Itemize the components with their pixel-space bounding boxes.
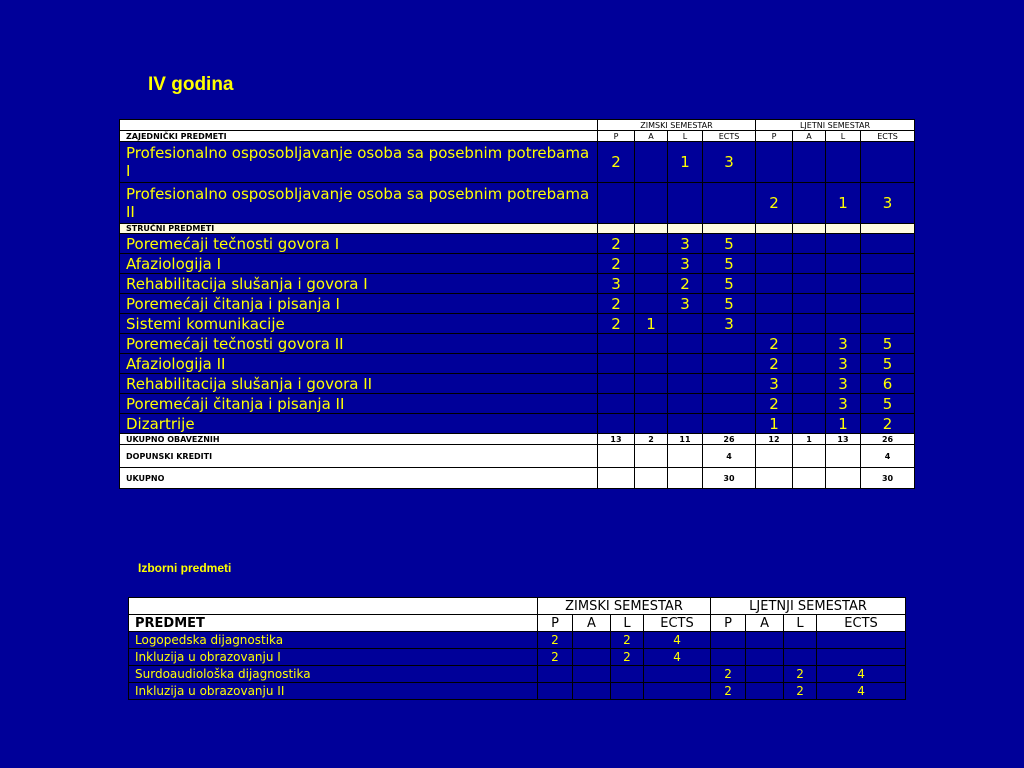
subject-name: Afaziologija I (120, 254, 598, 274)
value-cell: 1 (826, 183, 861, 224)
value-cell: 3 (668, 254, 703, 274)
table-row (129, 649, 906, 666)
table-row (129, 683, 906, 700)
table-row (120, 142, 915, 183)
value-cell (711, 649, 746, 666)
subject-name: Profesionalno osposobljavanje osoba sa posebnim potrebama II (120, 183, 598, 224)
column-header: L (784, 615, 817, 632)
value-cell (826, 274, 861, 294)
subject-name: Logopedska dijagnostika (129, 632, 538, 649)
value-cell (703, 414, 756, 434)
value-cell (793, 394, 826, 414)
value-cell: 2 (668, 274, 703, 294)
total-value: 2 (635, 434, 668, 445)
value-cell (668, 414, 703, 434)
total-value (826, 445, 861, 468)
blank-cell (668, 224, 703, 234)
value-cell (793, 274, 826, 294)
value-cell: 5 (703, 274, 756, 294)
column-header: A (746, 615, 784, 632)
value-cell (861, 274, 915, 294)
value-cell (703, 374, 756, 394)
column-header: P (756, 131, 793, 142)
value-cell (598, 374, 635, 394)
table-row (120, 274, 915, 294)
value-cell (668, 374, 703, 394)
total-value (668, 445, 703, 468)
subject-name: Afaziologija II (120, 354, 598, 374)
table-row (120, 394, 915, 414)
value-cell (635, 183, 668, 224)
value-cell (573, 683, 611, 700)
value-cell (598, 334, 635, 354)
total-value (598, 445, 635, 468)
value-cell (668, 394, 703, 414)
total-label: UKUPNO OBAVEZNIH (120, 434, 598, 445)
column-header: ECTS (861, 131, 915, 142)
value-cell (644, 666, 711, 683)
value-cell: 2 (711, 666, 746, 683)
value-cell (538, 666, 573, 683)
value-cell (611, 683, 644, 700)
value-cell: 3 (668, 234, 703, 254)
subject-header: PREDMET (129, 615, 538, 632)
blank-cell (793, 224, 826, 234)
total-row (120, 445, 915, 468)
summer-semester-header: LJETNI SEMESTAR (756, 120, 915, 131)
value-cell: 2 (598, 294, 635, 314)
value-cell: 6 (861, 374, 915, 394)
total-value: 11 (668, 434, 703, 445)
section-row (120, 224, 915, 234)
value-cell: 2 (598, 314, 635, 334)
value-cell: 3 (826, 394, 861, 414)
total-value: 26 (703, 434, 756, 445)
value-cell: 2 (784, 683, 817, 700)
total-value (635, 468, 668, 489)
table-row (120, 234, 915, 254)
value-cell: 3 (756, 374, 793, 394)
total-value: 30 (861, 468, 915, 489)
value-cell: 4 (644, 632, 711, 649)
value-cell (793, 234, 826, 254)
total-value (793, 468, 826, 489)
value-cell (746, 632, 784, 649)
value-cell (598, 183, 635, 224)
value-cell (635, 374, 668, 394)
table-row (120, 334, 915, 354)
value-cell: 2 (538, 632, 573, 649)
column-header: P (711, 615, 746, 632)
value-cell (826, 234, 861, 254)
subject-name: Poremećaji čitanja i pisanja II (120, 394, 598, 414)
total-label: DOPUNSKI KREDITI (120, 445, 598, 468)
blank-cell (756, 224, 793, 234)
value-cell: 3 (668, 294, 703, 314)
value-cell (826, 254, 861, 274)
value-cell (635, 142, 668, 183)
value-cell (711, 632, 746, 649)
column-header-row (120, 131, 915, 142)
value-cell: 2 (756, 394, 793, 414)
value-cell (861, 254, 915, 274)
column-header: P (538, 615, 573, 632)
value-cell (635, 274, 668, 294)
value-cell (635, 394, 668, 414)
total-value: 26 (861, 434, 915, 445)
value-cell (826, 142, 861, 183)
value-cell (793, 354, 826, 374)
value-cell (703, 183, 756, 224)
value-cell (756, 234, 793, 254)
value-cell (668, 354, 703, 374)
table-row (120, 354, 915, 374)
value-cell (746, 666, 784, 683)
blank-cell (635, 224, 668, 234)
value-cell (746, 649, 784, 666)
summer-semester-header: LJETNJI SEMESTAR (711, 598, 906, 615)
value-cell: 5 (703, 234, 756, 254)
column-header: L (668, 131, 703, 142)
page-title: IV godina (148, 74, 234, 95)
total-value (826, 468, 861, 489)
column-header: ECTS (817, 615, 906, 632)
value-cell: 3 (826, 334, 861, 354)
value-cell (598, 354, 635, 374)
value-cell: 2 (598, 254, 635, 274)
semester-header-row (129, 598, 906, 615)
total-value: 13 (598, 434, 635, 445)
value-cell (635, 354, 668, 374)
table-row (120, 294, 915, 314)
value-cell: 2 (784, 666, 817, 683)
value-cell (635, 294, 668, 314)
value-cell: 2 (538, 649, 573, 666)
blank-cell (826, 224, 861, 234)
value-cell (703, 354, 756, 374)
value-cell: 5 (703, 294, 756, 314)
winter-semester-header: ZIMSKI SEMESTAR (598, 120, 756, 131)
value-cell (861, 314, 915, 334)
blank-cell (703, 224, 756, 234)
table-row (120, 374, 915, 394)
value-cell: 2 (756, 354, 793, 374)
value-cell (861, 294, 915, 314)
value-cell (784, 649, 817, 666)
column-header: ECTS (703, 131, 756, 142)
total-value: 1 (793, 434, 826, 445)
value-cell: 3 (826, 354, 861, 374)
subject-name: Rehabilitacija slušanja i govora II (120, 374, 598, 394)
value-cell (793, 183, 826, 224)
value-cell (826, 294, 861, 314)
value-cell (538, 683, 573, 700)
total-value (756, 445, 793, 468)
value-cell (573, 666, 611, 683)
value-cell (756, 254, 793, 274)
total-value (668, 468, 703, 489)
value-cell (793, 374, 826, 394)
subject-name: Sistemi komunikacije (120, 314, 598, 334)
blank-cell (129, 598, 538, 615)
value-cell: 5 (861, 394, 915, 414)
table-row (129, 632, 906, 649)
value-cell (635, 414, 668, 434)
value-cell: 3 (598, 274, 635, 294)
total-value: 4 (861, 445, 915, 468)
total-label: UKUPNO (120, 468, 598, 489)
value-cell (861, 142, 915, 183)
subject-name: Poremećaji čitanja i pisanja I (120, 294, 598, 314)
table-row (120, 414, 915, 434)
value-cell (611, 666, 644, 683)
value-cell (644, 683, 711, 700)
subject-name: Surdoaudiološka dijagnostika (129, 666, 538, 683)
value-cell: 1 (668, 142, 703, 183)
column-header: ECTS (644, 615, 711, 632)
section-professional-label: STRUČNI PREDMETI (120, 224, 598, 234)
value-cell (598, 394, 635, 414)
value-cell: 1 (756, 414, 793, 434)
value-cell: 3 (703, 142, 756, 183)
column-header: L (611, 615, 644, 632)
value-cell: 1 (635, 314, 668, 334)
subject-name: Dizartrije (120, 414, 598, 434)
value-cell (784, 632, 817, 649)
semester-header-row (120, 120, 915, 131)
value-cell (573, 632, 611, 649)
total-value: 30 (703, 468, 756, 489)
total-value: 12 (756, 434, 793, 445)
column-header: A (635, 131, 668, 142)
value-cell: 4 (644, 649, 711, 666)
value-cell: 2 (756, 334, 793, 354)
column-header: A (793, 131, 826, 142)
value-cell (826, 314, 861, 334)
value-cell (635, 254, 668, 274)
value-cell (746, 683, 784, 700)
table-row (120, 314, 915, 334)
value-cell: 3 (703, 314, 756, 334)
subject-name: Inkluzija u obrazovanju I (129, 649, 538, 666)
value-cell: 4 (817, 666, 906, 683)
value-cell: 5 (861, 354, 915, 374)
column-header: L (826, 131, 861, 142)
value-cell (573, 649, 611, 666)
value-cell: 2 (756, 183, 793, 224)
table-row (120, 254, 915, 274)
value-cell: 3 (861, 183, 915, 224)
value-cell (703, 334, 756, 354)
value-cell (703, 394, 756, 414)
value-cell (668, 314, 703, 334)
value-cell: 5 (861, 334, 915, 354)
value-cell (756, 314, 793, 334)
table-row (120, 183, 915, 224)
subject-name: Poremećaji tečnosti govora I (120, 234, 598, 254)
blank-cell (120, 120, 598, 131)
winter-semester-header: ZIMSKI SEMESTAR (538, 598, 711, 615)
subject-name: Inkluzija u obrazovanju II (129, 683, 538, 700)
total-value (598, 468, 635, 489)
value-cell (793, 142, 826, 183)
value-cell (793, 414, 826, 434)
value-cell (793, 294, 826, 314)
value-cell: 3 (826, 374, 861, 394)
column-header: P (598, 131, 635, 142)
value-cell: 2 (861, 414, 915, 434)
table-row (129, 666, 906, 683)
value-cell: 2 (598, 234, 635, 254)
value-cell: 2 (611, 649, 644, 666)
value-cell: 1 (826, 414, 861, 434)
value-cell: 2 (711, 683, 746, 700)
mandatory-courses-table (119, 119, 915, 489)
section-common-label: ZAJEDNIČKI PREDMETI (120, 131, 598, 142)
blank-cell (598, 224, 635, 234)
elective-courses-table (128, 597, 906, 700)
value-cell (668, 183, 703, 224)
value-cell: 4 (817, 683, 906, 700)
value-cell: 5 (703, 254, 756, 274)
column-header: A (573, 615, 611, 632)
subject-name: Profesionalno osposobljavanje osoba sa posebnim potrebama I (120, 142, 598, 183)
subject-name: Rehabilitacija slušanja i govora I (120, 274, 598, 294)
value-cell (756, 294, 793, 314)
blank-cell (861, 224, 915, 234)
value-cell (793, 254, 826, 274)
total-value: 13 (826, 434, 861, 445)
total-value (756, 468, 793, 489)
value-cell (817, 632, 906, 649)
total-value: 4 (703, 445, 756, 468)
total-row (120, 434, 915, 445)
value-cell: 2 (611, 632, 644, 649)
elective-title: Izborni predmeti (138, 561, 232, 575)
value-cell (756, 142, 793, 183)
value-cell (668, 334, 703, 354)
total-value (635, 445, 668, 468)
column-header-row (129, 615, 906, 632)
value-cell (756, 274, 793, 294)
value-cell (861, 234, 915, 254)
value-cell (635, 334, 668, 354)
value-cell (598, 414, 635, 434)
total-value (793, 445, 826, 468)
value-cell: 2 (598, 142, 635, 183)
subject-name: Poremećaji tečnosti govora II (120, 334, 598, 354)
value-cell (817, 649, 906, 666)
value-cell (635, 234, 668, 254)
value-cell (793, 334, 826, 354)
total-row (120, 468, 915, 489)
value-cell (793, 314, 826, 334)
